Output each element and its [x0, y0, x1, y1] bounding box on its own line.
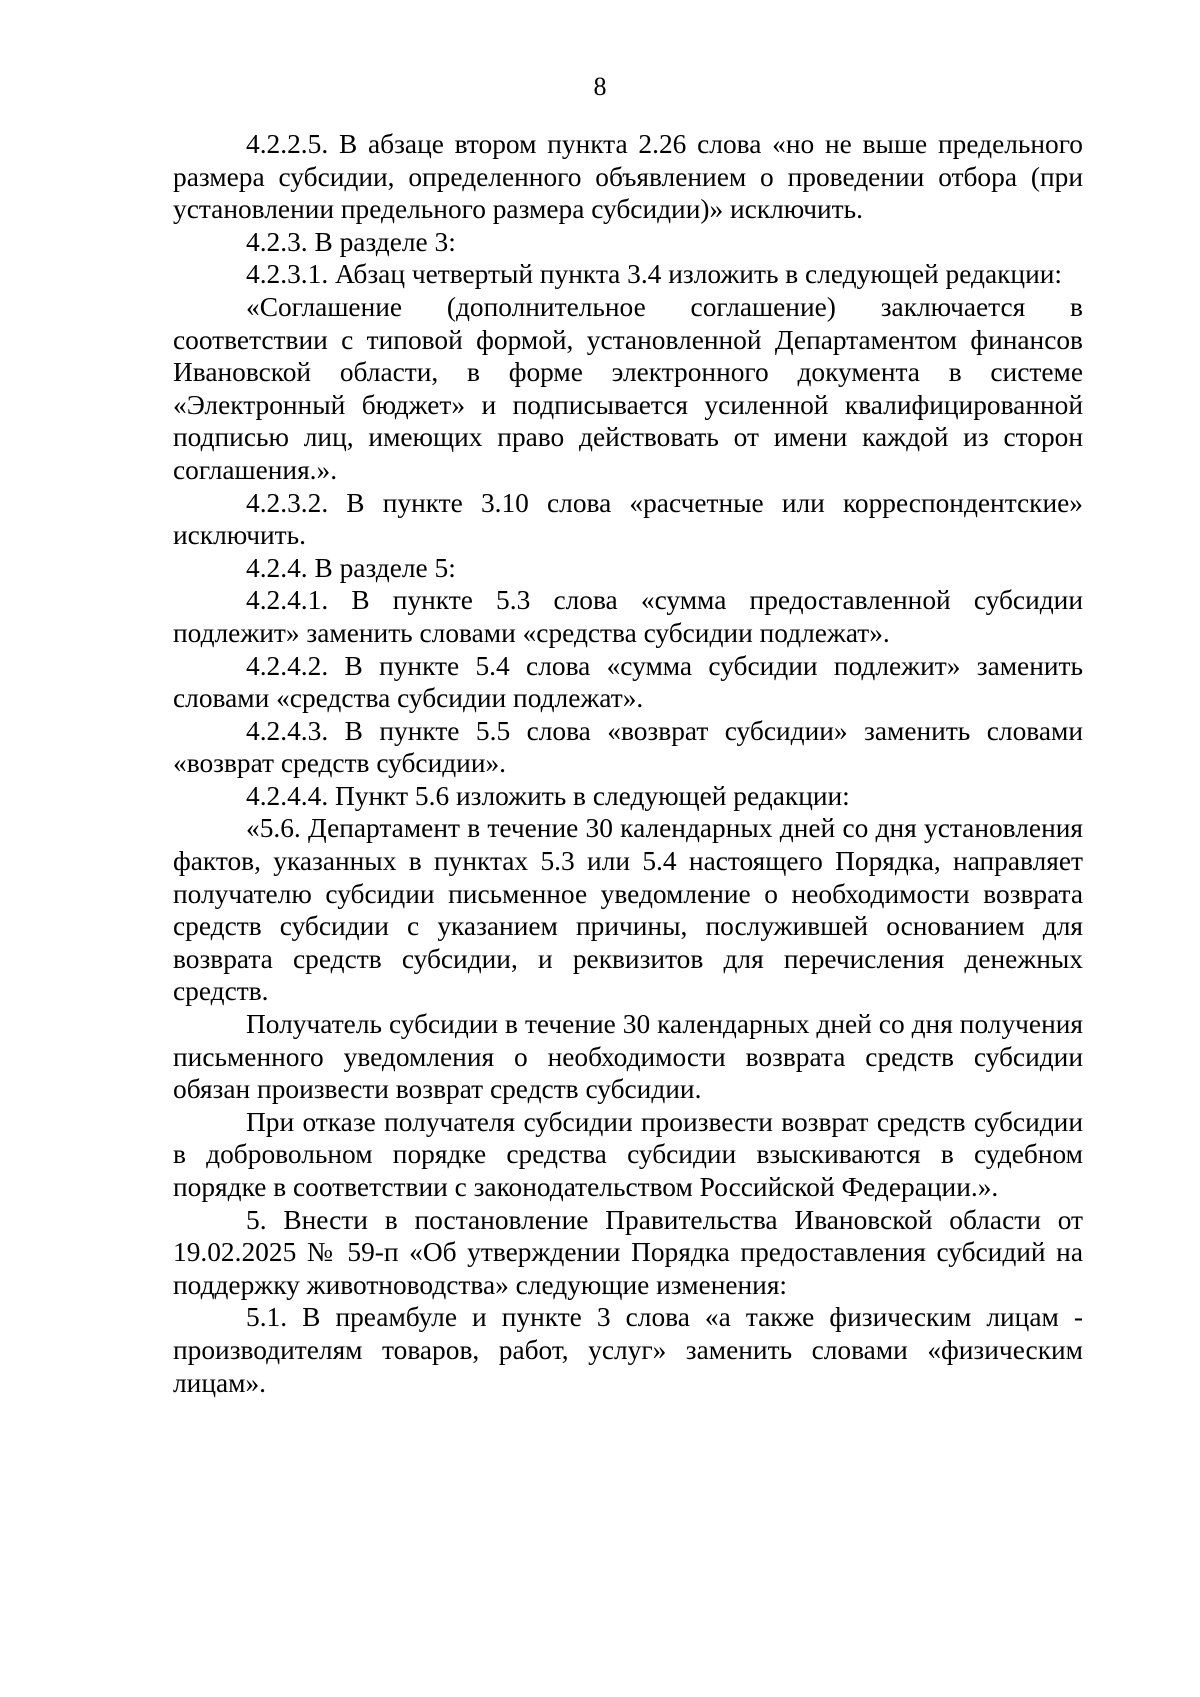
- paragraph-4-2-4-3: 4.2.4.3. В пункте 5.5 слова «возврат субсидии» заменить словами «возврат средств субсидии».: [173, 715, 1083, 779]
- document-body: [173, 128, 1083, 1399]
- paragraph-recipient-obligation: Получатель субсидии в течение 30 календарных дней со дня получения письменного уведомления о необходимости возврата средств субсидии обязан произвести возврат средств субсидии.: [173, 1009, 1083, 1105]
- paragraph-4-2-4-1: 4.2.4.1. В пункте 5.3 слова «сумма предоставленной субсидии подлежит» заменить словами «средства субсидии подлежат».: [173, 585, 1083, 648]
- paragraph-4-2-2-5: 4.2.2.5. В абзаце втором пункта 2.26 слова «но не выше предельного размера субсидии, определенного объявлением о проведении отбора (при установлении предельного размера субсидии)» исключить.: [173, 129, 1083, 225]
- paragraph-4-2-3-1: 4.2.3.1. Абзац четвертый пункта 3.4 изложить в следующей редакции:: [246, 259, 1063, 290]
- paragraph-5: 5. Внести в постановление Правительства Ивановской области от 19.02.2025 № 59-п «Об утверждении Порядка предоставления субсидий на поддержку животноводства» следующие изменения:: [173, 1204, 1083, 1300]
- page-number: 8: [593, 72, 607, 101]
- paragraph-4-2-3-2: 4.2.3.2. В пункте 3.10 слова «расчетные или корреспондентские» исключить.: [173, 487, 1083, 551]
- paragraph-5-1: 5.1. В преамбуле и пункте 3 слова «а также физическим лицам - производителям товаров, работ, услуг» заменить словами «физическим лицам».: [173, 1302, 1083, 1398]
- paragraph-agreement-quote: «Соглашение (дополнительное соглашение) заключается в соответствии с типовой формой, установленной Департаментом финансов Ивановской области, в форме электронного документа в системе «Электронный бюджет» и подписывается усиленной квалифицированной подписью лиц, имеющих право действовать от имени каждой из сторон соглашения.».: [173, 291, 1083, 485]
- paragraph-refusal-recovery: При отказе получателя субсидии произвести возврат средств субсидии в добровольном порядке средства субсидии взыскиваются в судебном порядке в соответствии с законодательством Российской Федерации.».: [173, 1106, 1083, 1202]
- paragraph-4-2-4-2: 4.2.4.2. В пункте 5.4 слова «сумма субсидии подлежит» заменить словами «средства субсидии подлежат».: [173, 650, 1083, 714]
- paragraph-4-2-3: 4.2.3. В разделе 3:: [246, 226, 456, 257]
- paragraph-4-2-4: 4.2.4. В разделе 5:: [246, 552, 456, 583]
- paragraph-5-6-quote: «5.6. Департамент в течение 30 календарных дней со дня установления фактов, указанных в пунктах 5.3 или 5.4 настоящего Порядка, направляет получателю субсидии письменное уведомление о необходимости возврата средств субсидии с указанием причины, послужившей основанием для возврата средств субсидии, и реквизитов для перечисления денежных средств.: [173, 813, 1083, 1007]
- paragraph-4-2-4-4: 4.2.4.4. Пункт 5.6 изложить в следующей редакции:: [246, 780, 850, 811]
